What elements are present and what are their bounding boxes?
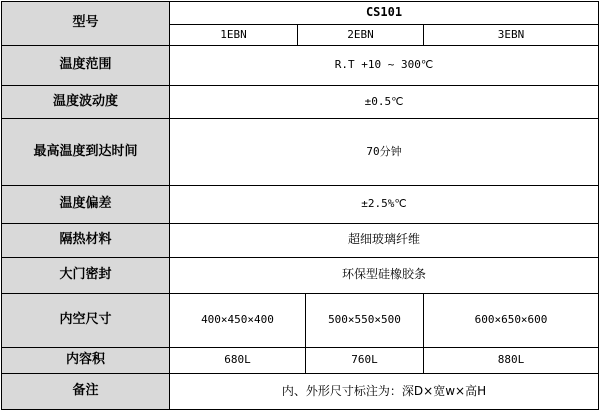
- variant-1: 1EBN: [170, 25, 298, 46]
- inner-size-3: 600×650×600: [424, 293, 599, 347]
- table-row: [2, 119, 599, 186]
- row-label: 隔热材料: [2, 223, 170, 257]
- volume-3: 880L: [424, 347, 599, 373]
- inner-size-label: 内空尺寸: [2, 293, 170, 347]
- table-row: [2, 223, 599, 257]
- variant-3: 3EBN: [424, 25, 599, 46]
- row-value: ±0.5℃: [170, 86, 599, 119]
- row-value: 超细玻璃纤维: [170, 223, 599, 257]
- remark-value: 内、外形尺寸标注为：深D×宽w×高H: [170, 373, 599, 409]
- variant-2: 2EBN: [298, 25, 424, 46]
- volume-label: 内容积: [2, 347, 170, 373]
- row-value: 环保型硅橡胶条: [170, 257, 599, 293]
- row-value: ±2.5%℃: [170, 186, 599, 223]
- table-row: [2, 186, 599, 223]
- table-row: [2, 373, 599, 409]
- spec-table: [1, 1, 599, 410]
- inner-size-2: 500×550×500: [306, 293, 424, 347]
- model-label: 型号: [2, 2, 170, 46]
- inner-size-1: 400×450×400: [170, 293, 306, 347]
- remark-label: 备注: [2, 373, 170, 409]
- row-label: 温度波动度: [2, 86, 170, 119]
- row-value: 70分钟: [170, 119, 599, 186]
- volume-1: 680L: [170, 347, 306, 373]
- table-row: [2, 293, 599, 347]
- row-value: R.T +10 ~ 300℃: [170, 46, 599, 86]
- model-name: CS101: [170, 2, 599, 25]
- row-label: 大门密封: [2, 257, 170, 293]
- table-row: [2, 257, 599, 293]
- table-row: [2, 86, 599, 119]
- table-row: [2, 2, 599, 25]
- volume-2: 760L: [306, 347, 424, 373]
- row-label: 温度偏差: [2, 186, 170, 223]
- row-label: 最高温度到达时间: [2, 119, 170, 186]
- table-row: [2, 347, 599, 373]
- table-row: [2, 46, 599, 86]
- row-label: 温度范围: [2, 46, 170, 86]
